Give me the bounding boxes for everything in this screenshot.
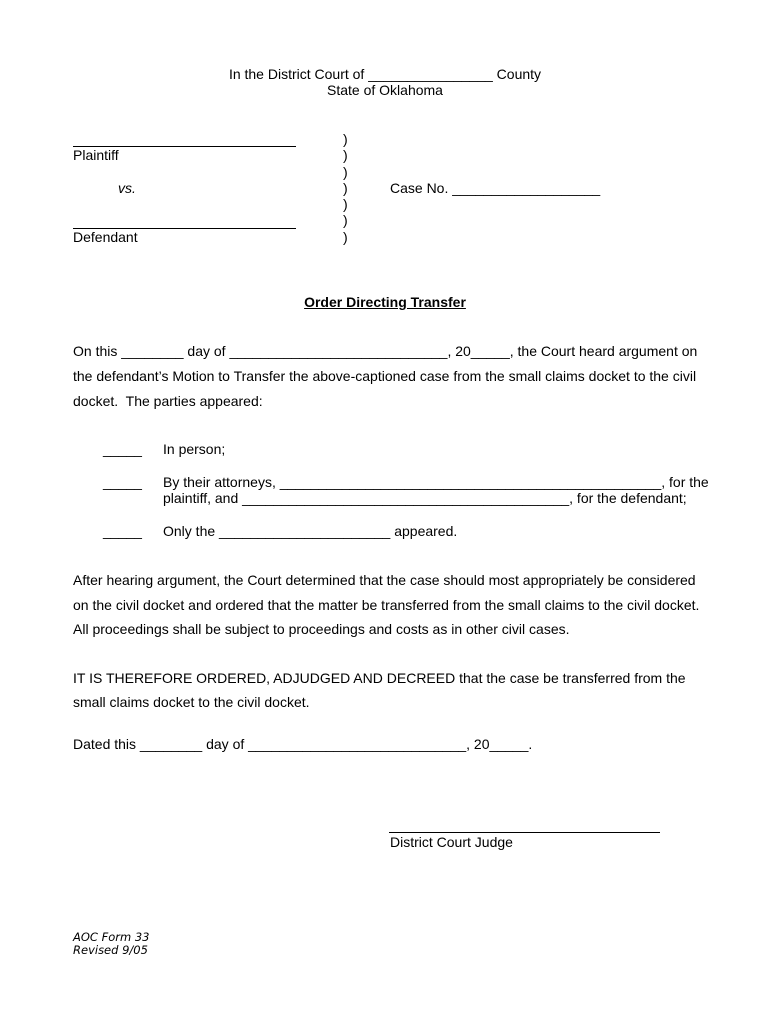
form-number: AOC Form 33	[73, 930, 150, 944]
appearance-attorneys-cont: plaintiff, and __________________________________________, for the defendant;	[163, 490, 687, 506]
dated-line: Dated this ________ day of ____________________________, 20_____.	[73, 736, 533, 752]
plaintiff-label: Plaintiff	[73, 147, 119, 163]
appearance-blank: _____	[103, 474, 142, 490]
appearance-in-person: In person;	[163, 441, 226, 457]
intro-line-1: On this ________ day of ____________________________, 20_____, the Court heard argument on	[73, 343, 698, 359]
caption-paren: )	[343, 196, 348, 212]
appearance-attorneys: By their attorneys, _________________________________________________, for the	[163, 474, 709, 490]
document-title: Order Directing Transfer	[304, 294, 466, 310]
versus-label: vs.	[118, 180, 136, 196]
appearance-only: Only the ______________________ appeared.	[163, 523, 458, 539]
form-revision: Revised 9/05	[73, 943, 148, 957]
order-line-2: small claims docket to the civil docket.	[73, 694, 310, 710]
order-line-1: IT IS THEREFORE ORDERED, ADJUDGED AND DECREED that the case be transferred from the	[73, 670, 686, 686]
caption-paren: )	[343, 131, 348, 147]
caption-paren: )	[343, 229, 348, 245]
case-number: Case No. ___________________	[390, 180, 601, 196]
caption-paren: )	[343, 164, 348, 180]
appearance-blank: _____	[103, 523, 142, 539]
caption-paren: )	[343, 212, 348, 228]
judge-signature-line	[389, 832, 660, 833]
caption-paren: )	[343, 180, 348, 196]
intro-line-3: docket. The parties appeared:	[73, 393, 263, 409]
judge-label: District Court Judge	[390, 834, 513, 850]
caption-paren: )	[343, 147, 348, 163]
finding-line-2: on the civil docket and ordered that the matter be transferred from the small claims to the civil docket.	[73, 597, 700, 613]
finding-line-3: All proceedings shall be subject to proceedings and costs as in other civil cases.	[73, 621, 570, 637]
defendant-label: Defendant	[73, 229, 138, 245]
state-header: State of Oklahoma	[327, 82, 443, 98]
court-header: In the District Court of ________________ County	[228, 66, 542, 82]
finding-line-1: After hearing argument, the Court determined that the case should most appropriately be considered	[73, 572, 696, 588]
intro-line-2: the defendant’s Motion to Transfer the above-captioned case from the small claims docket to the civil	[73, 368, 697, 384]
appearance-blank: _____	[103, 441, 142, 457]
